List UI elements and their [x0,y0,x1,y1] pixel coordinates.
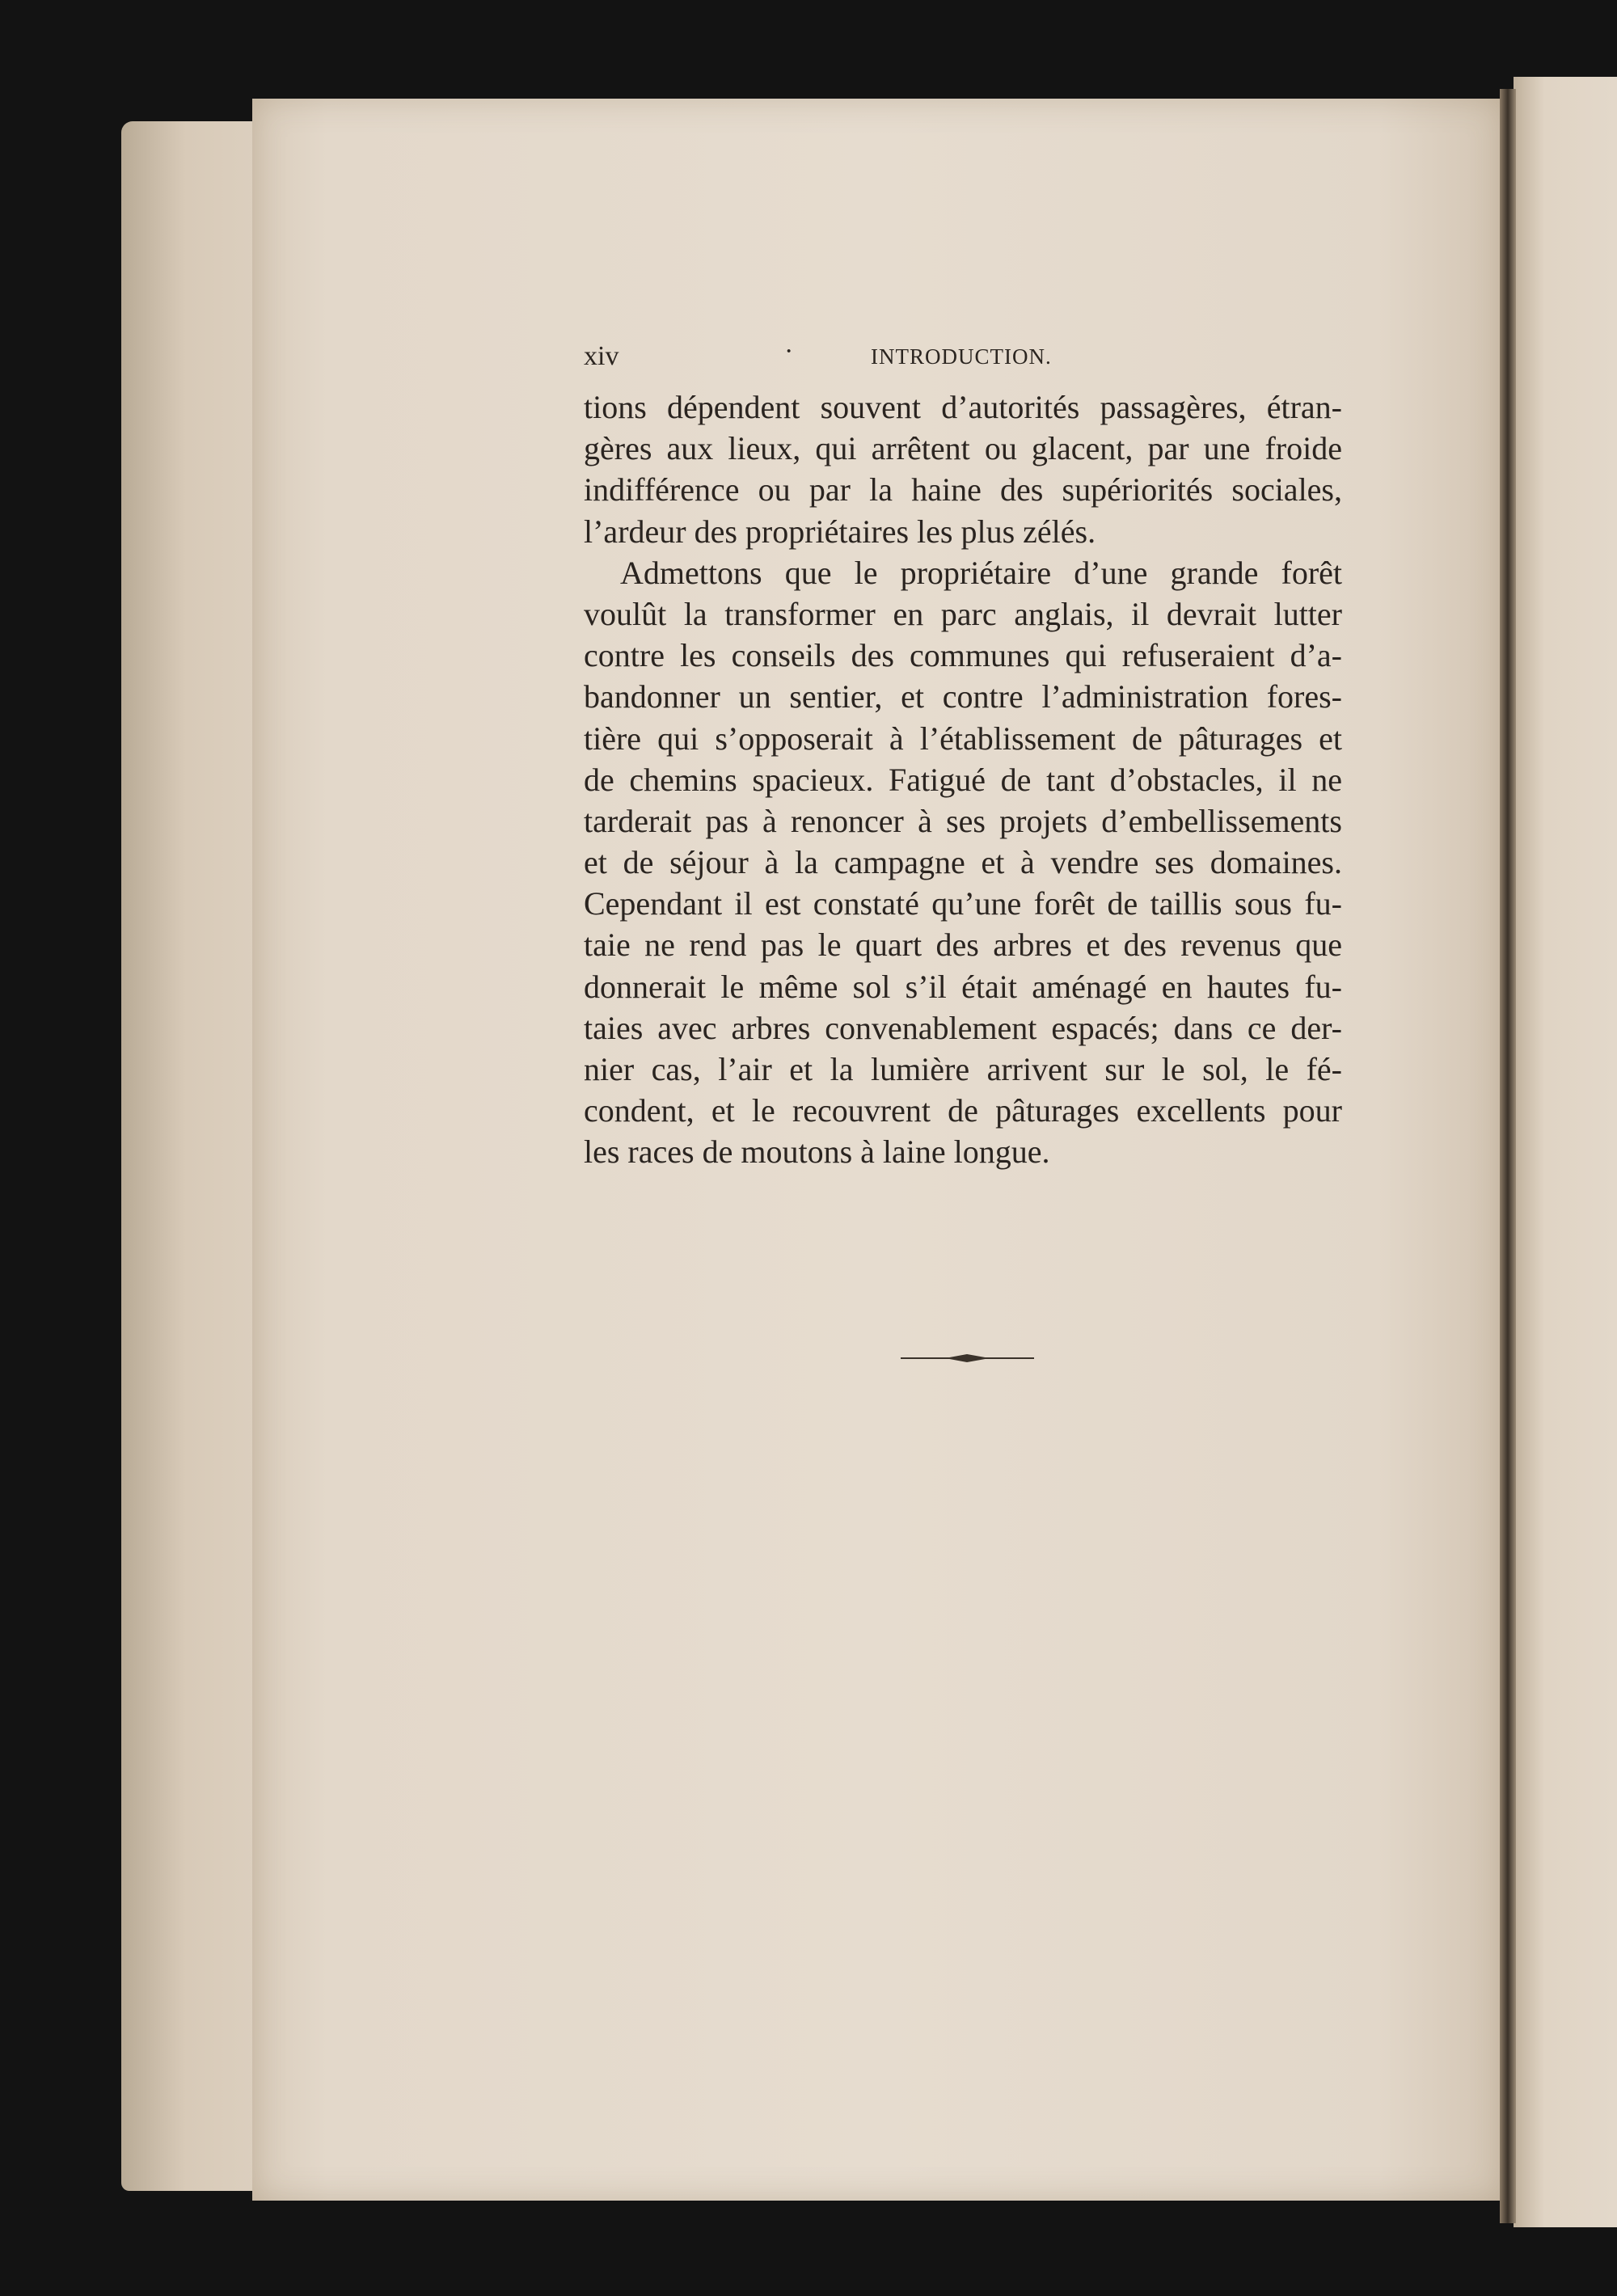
text-line: donnerait le même sol s’il était aménagé en hautes fu- [584,968,1342,1005]
text-line: voulût la transformer en parc anglais, il devrait lutter [584,595,1342,632]
text-line: taie ne rend pas le quart des arbres et des revenus que [584,926,1342,964]
body-text [584,386,1342,1173]
text-line: Admettons que le propriétaire d’une grande forêt [620,554,1342,591]
text-line: les races de moutons à laine longue. [584,1133,1050,1171]
text-line: taies avec arbres convenablement espacés; dans ce der- [584,1009,1342,1046]
text-line: de chemins spacieux. Fatigué de tant d’obstacles, il ne [584,761,1342,798]
text-line: tarderait pas à renoncer à ses projets d’embellissements [584,802,1342,839]
text-line: contre les conseils des communes qui refuseraient d’a- [584,637,1342,674]
text-line: indifférence ou par la haine des supériorités sociales, [584,471,1342,509]
page-number: xiv [584,341,619,371]
end-ornament [901,1350,1034,1366]
header-dot: · [784,336,794,366]
page-header [584,336,1344,382]
text-line: l’ardeur des propriétaires les plus zélés. [584,513,1096,550]
text-line: bandonner un sentier, et contre l’administration fores- [584,678,1342,715]
text-line: tière qui s’opposerait à l’établissement de pâturages et [584,720,1342,757]
book-gutter [1500,89,1516,2223]
text-line: gères aux lieux, qui arrêtent ou glacent, par une froide [584,430,1342,467]
text-line: condent, et le recouvrent de pâturages excellents pour [584,1092,1342,1129]
adjacent-page [1514,77,1617,2227]
text-line: et de séjour à la campagne et à vendre ses domaines. [584,844,1342,881]
text-line: nier cas, l’air et la lumière arrivent sur le sol, le fé- [584,1051,1342,1087]
text-line: Cependant il est constaté qu’une forêt de taillis sous fu- [584,885,1342,922]
running-title: INTRODUCTION. [871,344,1052,369]
text-line: tions dépendent souvent d’autorités passagères, étran- [584,389,1342,425]
